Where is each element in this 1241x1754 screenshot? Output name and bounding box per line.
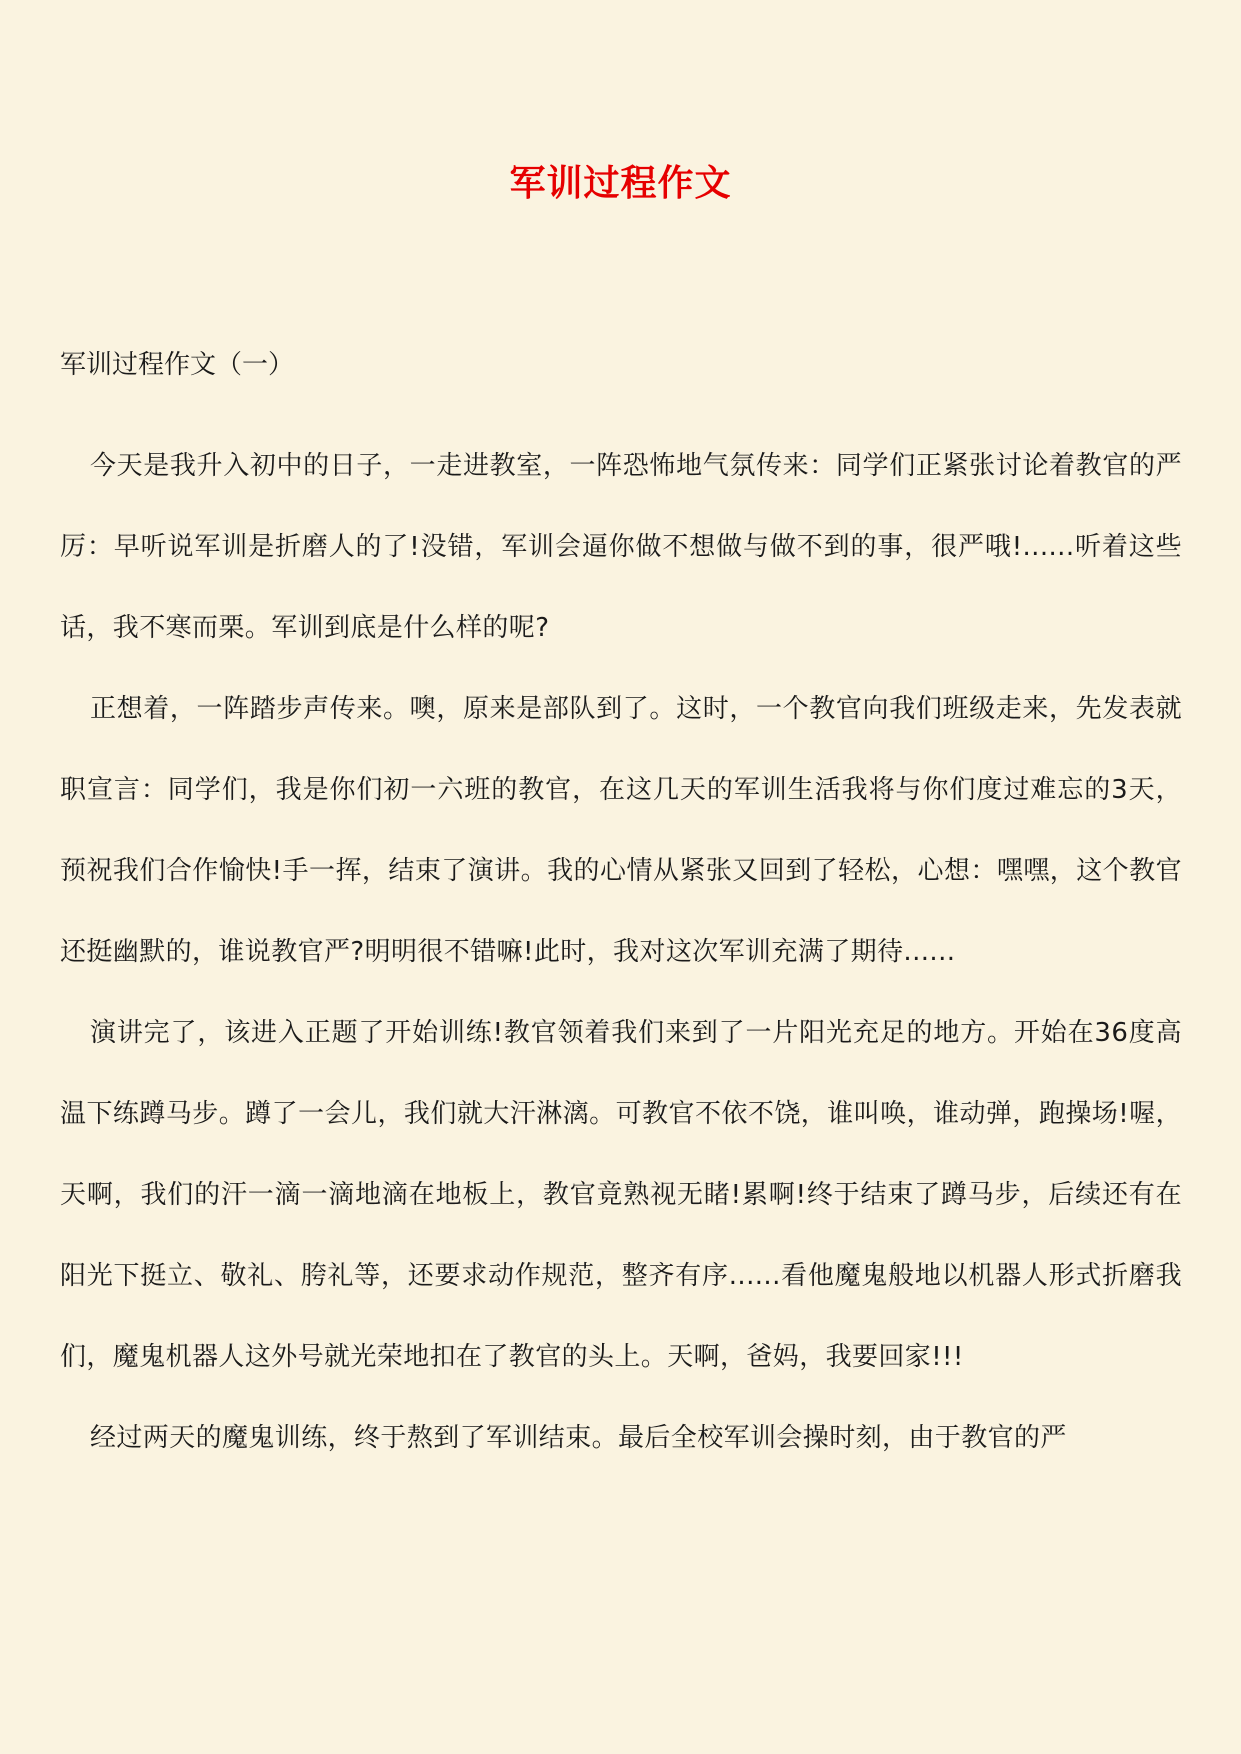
paragraph-1: 今天是我升入初中的日子，一走进教室，一阵恐怖地气氛传来：同学们正紧张讨论着教官的严厉：早听说军训是折磨人的了!没错，军训会逼你做不想做与做不到的事，很严哦!......听着这些话，我不寒而栗。军训到底是什么样的呢? [60, 451, 1182, 643]
document-body [60, 345, 1182, 1479]
paragraph-2: 正想着，一阵踏步声传来。噢，原来是部队到了。这时，一个教官向我们班级走来，先发表就职宣言：同学们，我是你们初一六班的教官，在这几天的军训生活我将与你们度过难忘的3天，预祝我们合作愉快!手一挥，结束了演讲。我的心情从紧张又回到了轻松，心想：嘿嘿，这个教官还挺幽默的，谁说教官严?明明很不错嘛!此时，我对这次军训充满了期待...... [60, 694, 1182, 967]
paragraph-4: 经过两天的魔鬼训练，终于熬到了军训结束。最后全校军训会操时刻，由于教官的严 [90, 1423, 1067, 1453]
paragraph-3: 演讲完了，该进入正题了开始训练!教官领着我们来到了一片阳光充足的地方。开始在36度高温下练蹲马步。蹲了一会儿，我们就大汗淋漓。可教官不依不饶，谁叫唤，谁动弹，跑操场!喔，天啊，我们的汗一滴一滴地滴在地板上，教官竟熟视无睹!累啊!终于结束了蹲马步，后续还有在阳光下挺立、敬礼、胯礼等，还要求动作规范，整齐有序......看他魔鬼般地以机器人形式折磨我们，魔鬼机器人这外号就光荣地扣在了教官的头上。天啊，爸妈，我要回家!!! [60, 1018, 1182, 1372]
document-title: 军训过程作文 [509, 162, 732, 204]
section-heading: 军训过程作文（一） [60, 350, 295, 380]
